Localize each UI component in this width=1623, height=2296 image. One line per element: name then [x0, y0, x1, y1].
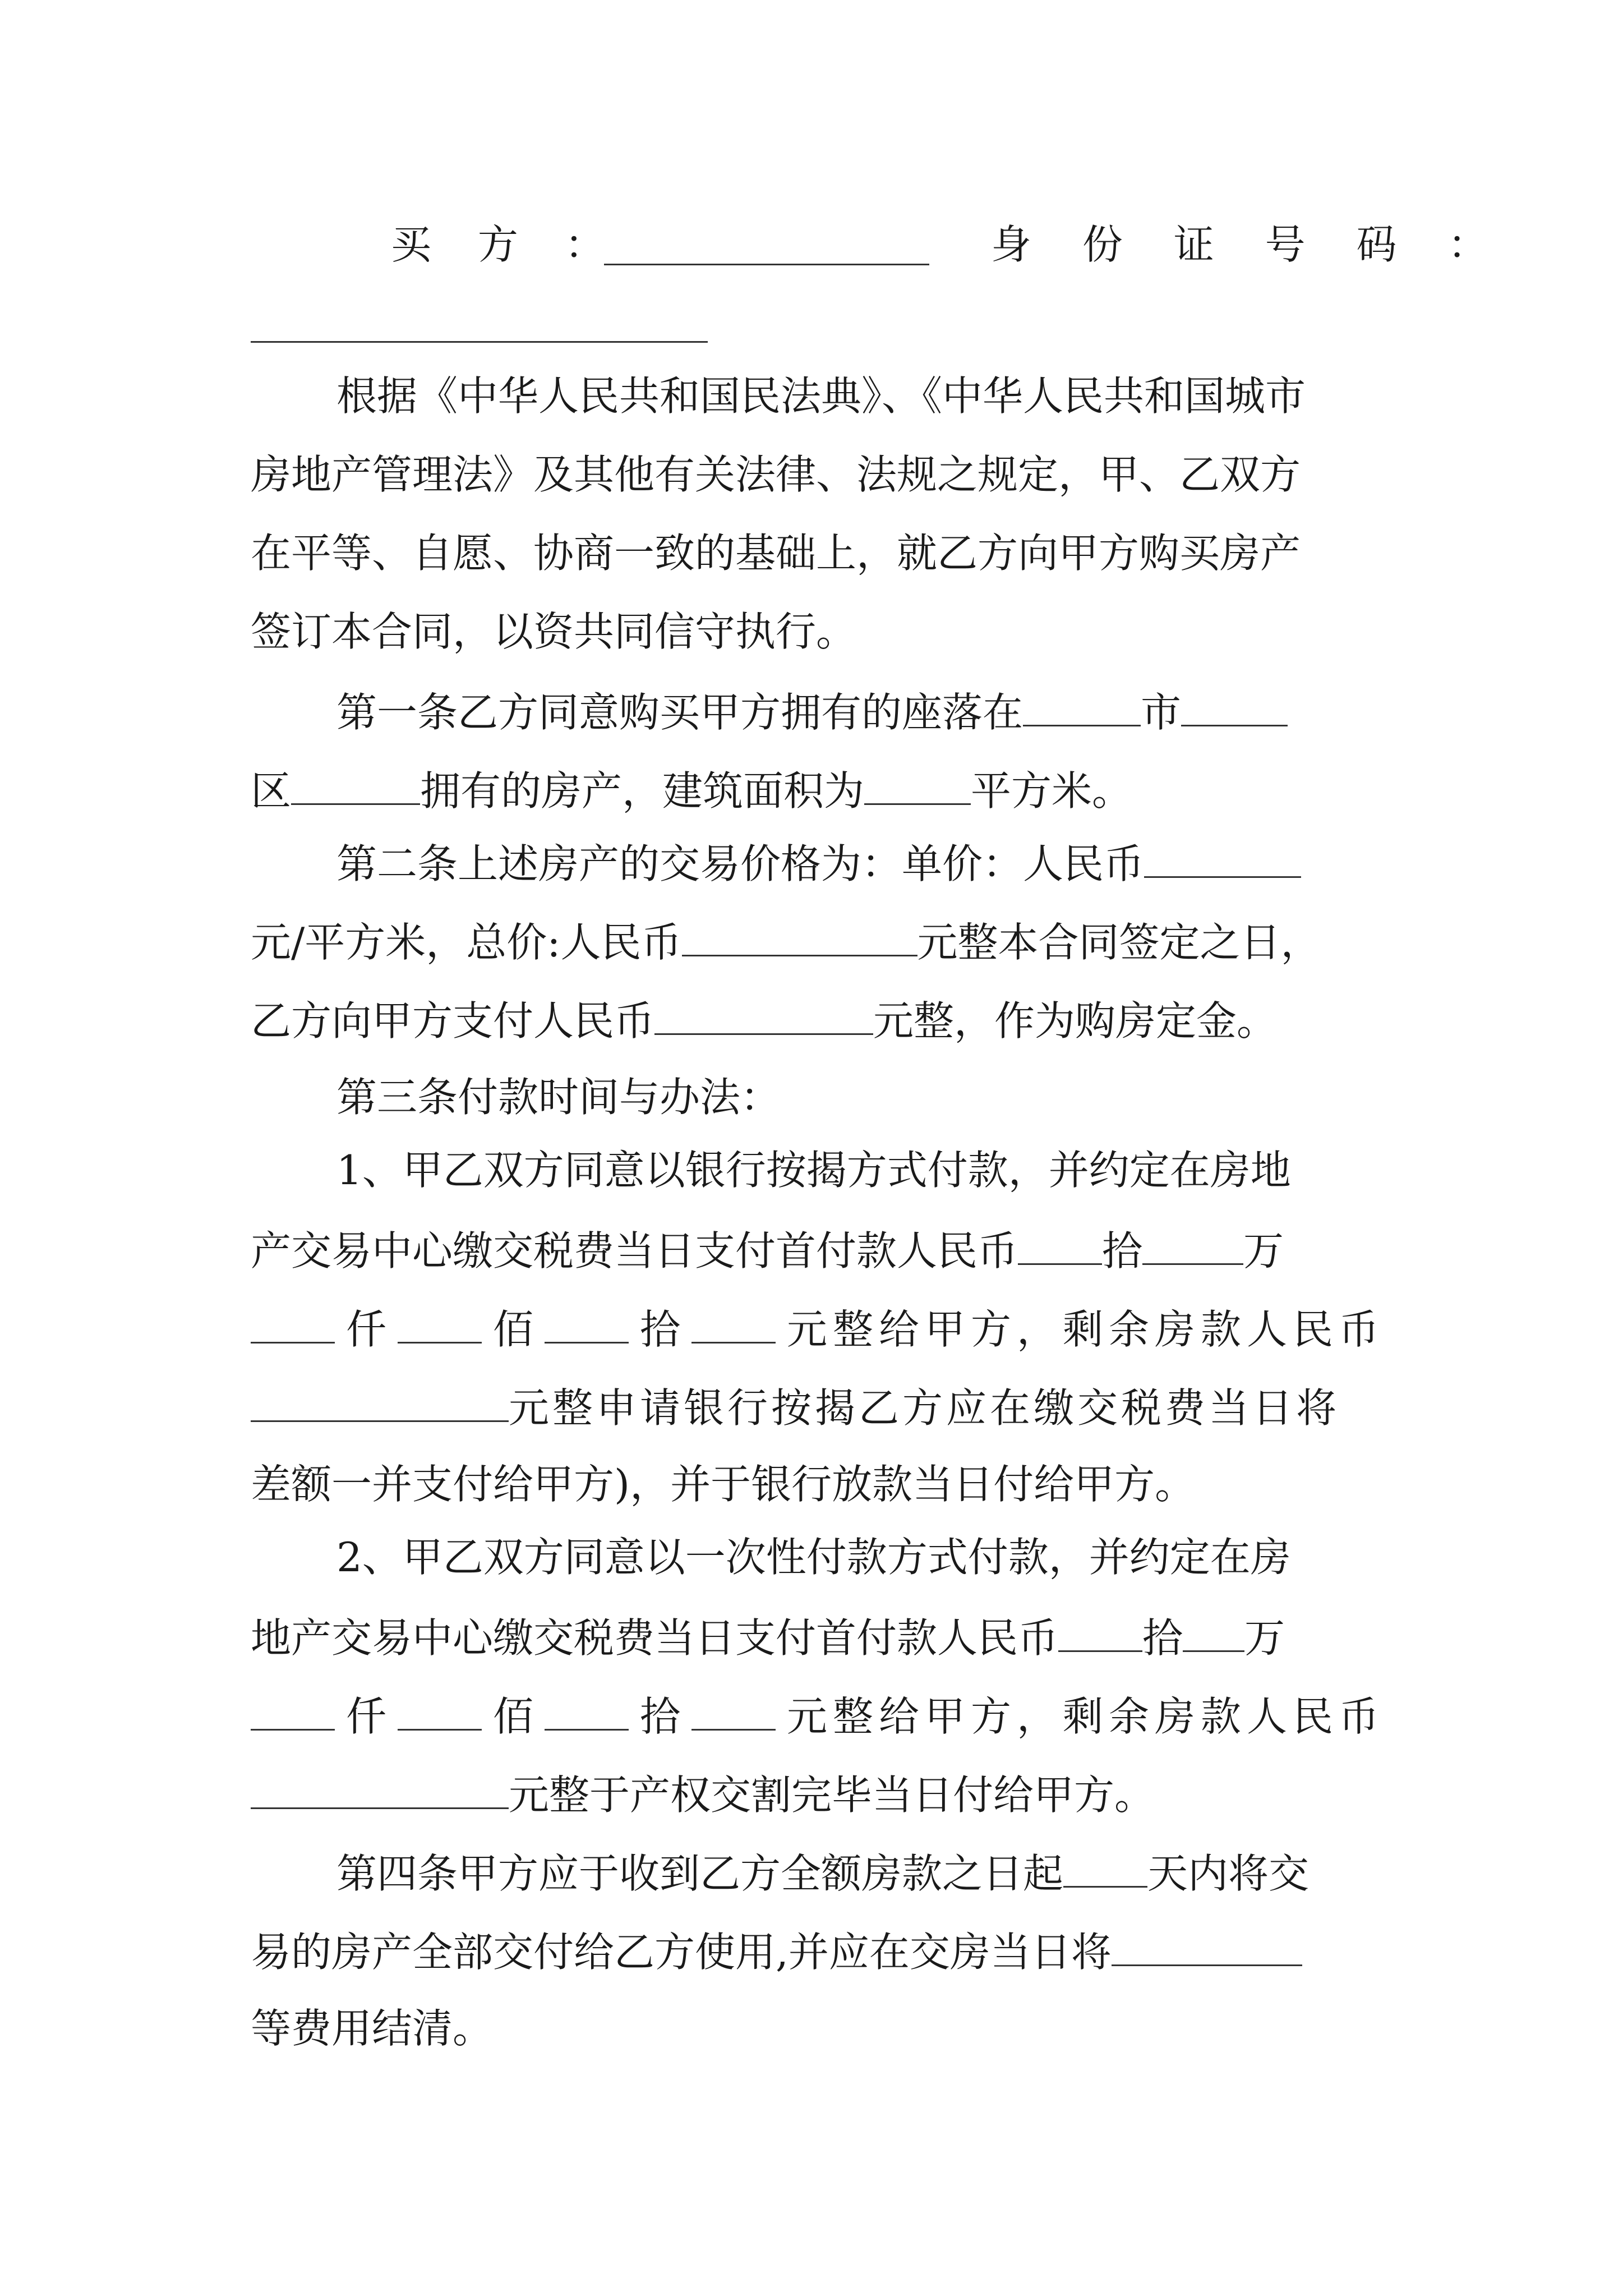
item-2-remaining-blank[interactable]	[251, 1773, 509, 1809]
item-1-ten-thousand-blank[interactable]	[1142, 1228, 1243, 1265]
article-2-line-2: 元/平方米，总价:人民币 元整本合同签定之日，	[251, 919, 1321, 966]
item-2-line-3: 仟 佰 拾 元整给甲方，剩余房款人民币	[251, 1694, 1389, 1737]
article-3-title: 第三条付款时间与办法：	[336, 1074, 781, 1121]
article-4-line-2: 易的房产全部交付给乙方使用,并应在交房当日将	[251, 1930, 1389, 1972]
deposit-blank[interactable]	[654, 999, 873, 1035]
id-number-blank[interactable]	[251, 306, 708, 343]
item-2-ten-thousand-tens-blank[interactable]	[1058, 1616, 1142, 1652]
buyer-name-blank[interactable]	[604, 229, 929, 265]
item-1-line-2: 产交易中心缴交税费当日支付首付款人民币 拾 万	[251, 1227, 1284, 1274]
article-2-line-3: 乙方向甲方支付人民币 元整，作为购房定金。	[251, 997, 1278, 1045]
article-4-line-1: 第四条甲方应于收到乙方全额房款之日起 天内将交	[336, 1850, 1310, 1897]
id-number-label: 身 份 证 号 码 ：	[991, 221, 1507, 268]
item-1-unit-blank[interactable]	[691, 1307, 776, 1343]
city-blank[interactable]	[1023, 690, 1141, 726]
item-1-line-3: 仟 佰 拾 元整给甲方，剩余房款人民币	[251, 1307, 1389, 1350]
area-blank[interactable]	[864, 769, 971, 805]
item-2-line-1: 2、甲乙双方同意以一次性付款方式付款，并约定在房	[336, 1534, 1291, 1581]
item-2-line-2: 地产交易中心缴交税费当日支付首付款人民币 拾 万	[251, 1614, 1285, 1662]
item-2-unit-blank[interactable]	[691, 1694, 776, 1731]
preamble-line-4: 签订本合同，以资共同信守执行。	[251, 608, 857, 655]
preamble-line-2: 房地产管理法》及其他有关法律、法规之规定，甲、乙双方	[251, 451, 1301, 498]
item-2-line-4: 元整于产权交割完毕当日付给甲方。	[251, 1773, 1389, 1815]
item-1-line-4: 元整申请银行按揭乙方应在缴交税费当日将	[251, 1386, 1389, 1428]
item-1-hundred-blank[interactable]	[398, 1307, 482, 1343]
address-blank[interactable]	[291, 769, 420, 805]
item-1-thousand-blank[interactable]	[251, 1307, 335, 1343]
total-price-blank[interactable]	[682, 920, 917, 956]
item-2-ten-blank[interactable]	[545, 1694, 629, 1731]
article-4-line-3: 等费用结清。	[251, 2005, 494, 2052]
preamble-line-1: 根据《中华人民共和国民法典》、《中华人民共和国城市	[336, 372, 1306, 420]
item-2-ten-thousand-blank[interactable]	[1183, 1616, 1244, 1652]
article-1-line-1: 第一条乙方同意购买甲方拥有的座落在 市	[336, 690, 1388, 733]
article-1-line-2: 区 拥有的房产，建筑面积为 平方米。	[251, 767, 1133, 815]
item-1-line-1: 1、甲乙双方同意以银行按揭方式付款，并约定在房地	[336, 1147, 1291, 1194]
item-2-hundred-blank[interactable]	[398, 1694, 482, 1731]
item-1-line-5: 差额一并支付给甲方)，并于银行放款当日付给甲方。	[251, 1461, 1196, 1508]
fees-blank[interactable]	[1112, 1930, 1302, 1966]
item-1-ten-blank[interactable]	[545, 1307, 629, 1343]
buyer-label: 买 方 ：	[391, 221, 622, 268]
article-2-line-1: 第二条上述房产的交易价格为：单价：人民币	[336, 841, 1388, 884]
item-1-remaining-blank[interactable]	[251, 1386, 509, 1422]
item-2-thousand-blank[interactable]	[251, 1694, 335, 1731]
delivery-days-blank[interactable]	[1063, 1851, 1147, 1888]
district-blank[interactable]	[1181, 690, 1288, 726]
unit-price-blank[interactable]	[1144, 841, 1301, 878]
preamble-line-3: 在平等、自愿、协商一致的基础上，就乙方向甲方购买房产	[251, 530, 1301, 577]
item-1-ten-thousand-tens-blank[interactable]	[1018, 1228, 1102, 1265]
